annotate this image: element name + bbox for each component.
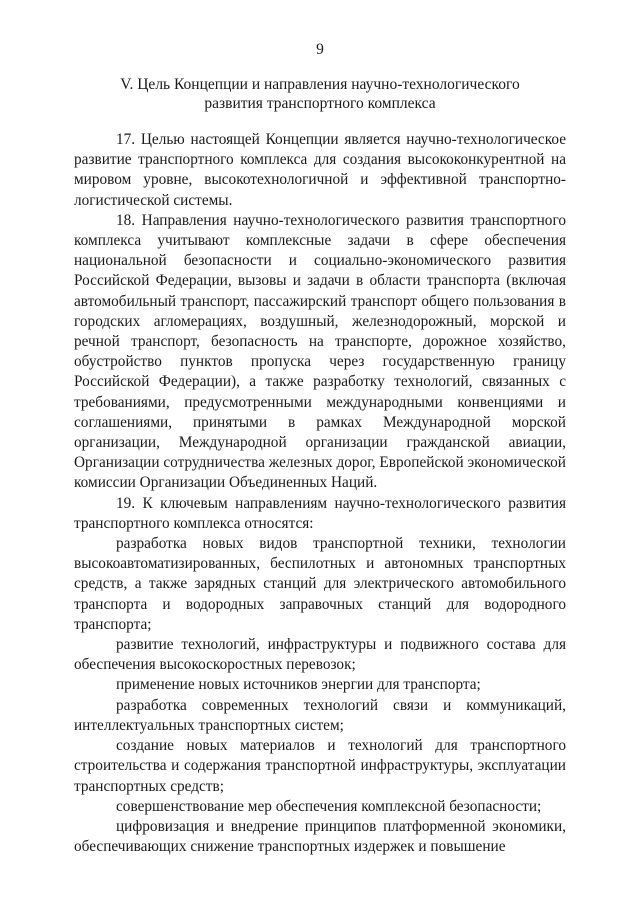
list-item-new-energy-sources: применение новых источников энергии для транспорта; xyxy=(116,676,481,694)
paragraph-19: 19. К ключевым направлениям научно-технологического развития транспортного комплекса относятся: xyxy=(74,494,566,532)
paragraph-18: 18. Направления научно-технологического развития транспортного комплекса учитывают комплексные задачи в сфере обеспечения национальной безопасности и социально-экономического развития Российской Федерации, вызовы и задачи в области транспорта (включая автомобильный транспорт, пассажирский транспорт общего пользования в городских агломерациях, воздушный, железнодорожный, морской и речной транспорт, безопасность на транспорте, дорожное хозяйство, обустройство пунктов пропуска через государственную границу Российской Федерации), а также разработку технологий, связанных с требованиями, предусмотренными международными конвенциями и соглашениями, принятыми в рамках Международной морской организации, Международной организации гражданской авиации, Организации сотрудничества железных дорог, Европейской экономической комиссии Организации Объединенных Наций. xyxy=(74,211,566,492)
paragraph-17: 17. Целью настоящей Концепции является научно-технологическое развитие транспортного комплекса для создания высококонкурентной на мировом уровне, высокотехнологичной и эффективной транспортно-логистической системы. xyxy=(74,131,566,209)
list-item-security-measures: совершенствование мер обеспечения комплексной безопасности; xyxy=(116,797,542,815)
page-number: 9 xyxy=(316,41,324,58)
list-item-high-speed-transport: развитие технологий, инфраструктуры и подвижного состава для обеспечения высокоскоростных перевозок; xyxy=(74,636,566,674)
document-body xyxy=(74,130,566,857)
list-item-communication-technologies: разработка современных технологий связи и коммуникаций, интеллектуальных транспортных систем; xyxy=(74,696,566,734)
list-item-digitalization: цифровизация и внедрение принципов платформенной экономики, обеспечивающих снижение транспортных издержек и повышение xyxy=(74,817,566,856)
list-item-new-materials: создание новых материалов и технологий для транспортного строительства и содержания транспортной инфраструктуры, эксплуатации транспортных средств; xyxy=(74,737,566,795)
section-heading xyxy=(0,75,640,113)
list-item-new-transport-technology: разработка новых видов транспортной техники, технологии высокоавтоматизированных, беспилотных и автономных транспортных средств, а также зарядных станций для электрического автомобильного транспорта и водородных заправочных станций для водородного транспорта; xyxy=(74,535,566,633)
section-heading-line-1: V. Цель Концепции и направления научно-технологического xyxy=(120,76,520,93)
section-heading-line-2: развития транспортного комплекса xyxy=(204,95,436,112)
